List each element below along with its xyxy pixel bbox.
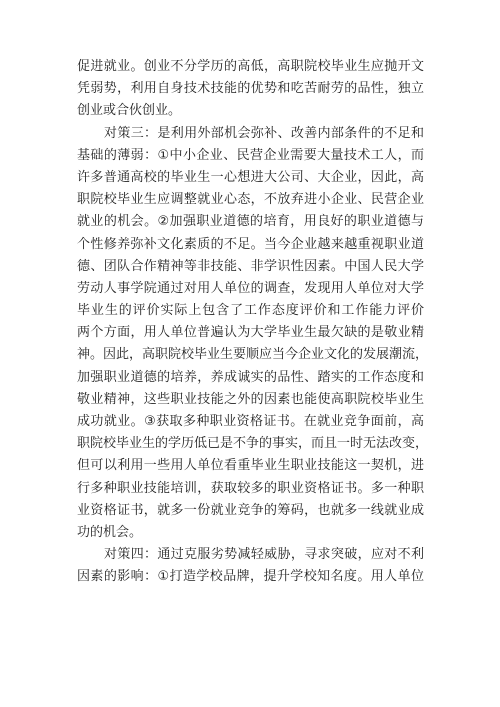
text-line: 成功就业。③获取多种职业资格证书。在就业竞争面前，高 <box>77 414 424 429</box>
text-line: 敬业精神，这些职业技能之外的因素也能使高职院校毕业生 <box>77 391 424 407</box>
text-line: 基础的薄弱：①中小企业、民营企业需要大量技术工人，而 <box>77 147 424 163</box>
text-line: 创业或合伙创业。 <box>77 103 182 119</box>
text-line: 业资格证书，就多一份就业竞争的筹码，也就多一线就业成 <box>77 502 424 518</box>
text-line: 德、团队合作精神等非技能、非学识性因素。中国人民大学 <box>77 258 424 274</box>
text-line: 两个方面，用人单位普遍认为大学毕业生最欠缺的是敬业精 <box>77 325 424 341</box>
text-line: 但可以利用一些用人单位看重毕业生职业技能这一契机，进 <box>77 458 424 474</box>
text-line: 加强职业道德的培养，养成诚实的品性、踏实的工作态度和 <box>77 369 424 385</box>
text-line: 因素的影响：①打造学校品牌，提升学校知名度。用人单位 <box>77 569 424 585</box>
text-line: 功的机会。 <box>77 524 143 540</box>
text-line: 对策四：通过克服劣势减轻威胁，寻求突破，应对不利 <box>104 547 424 563</box>
text-line: 对策三：是利用外部机会弥补、改善内部条件的不足和 <box>104 125 424 141</box>
text-line: 职院校毕业生应调整就业心态，不放弃进小企业、民营企业 <box>77 192 424 208</box>
text-line: 职院校毕业生的学历低已是不争的事实，而且一时无法改变， <box>77 436 429 452</box>
text-line: 神。因此，高职院校毕业生要顺应当今企业文化的发展潮流， <box>77 347 429 363</box>
text-line: 个性修养弥补文化素质的不足。当今企业越来越重视职业道 <box>77 236 424 252</box>
body-text <box>77 56 429 589</box>
text-line: 毕业生的评价实际上包含了工作态度评价和工作能力评价 <box>77 303 424 319</box>
text-line: 就业的机会。②加强职业道德的培育，用良好的职业道德与 <box>77 214 424 230</box>
text-line: 凭弱势，利用自身技术技能的优势和吃苦耐劳的品性，独立 <box>77 81 424 97</box>
text-line: 行多种职业技能培训，获取较多的职业资格证书。多一种职 <box>77 480 424 496</box>
text-line: 促进就业。创业不分学历的高低，高职院校毕业生应抛开文 <box>77 59 424 74</box>
text-line: 劳动人事学院通过对用人单位的调查，发现用人单位对大学 <box>77 280 424 296</box>
text-line: 许多普通高校的毕业生一心想进大公司、大企业，因此，高 <box>77 169 424 185</box>
